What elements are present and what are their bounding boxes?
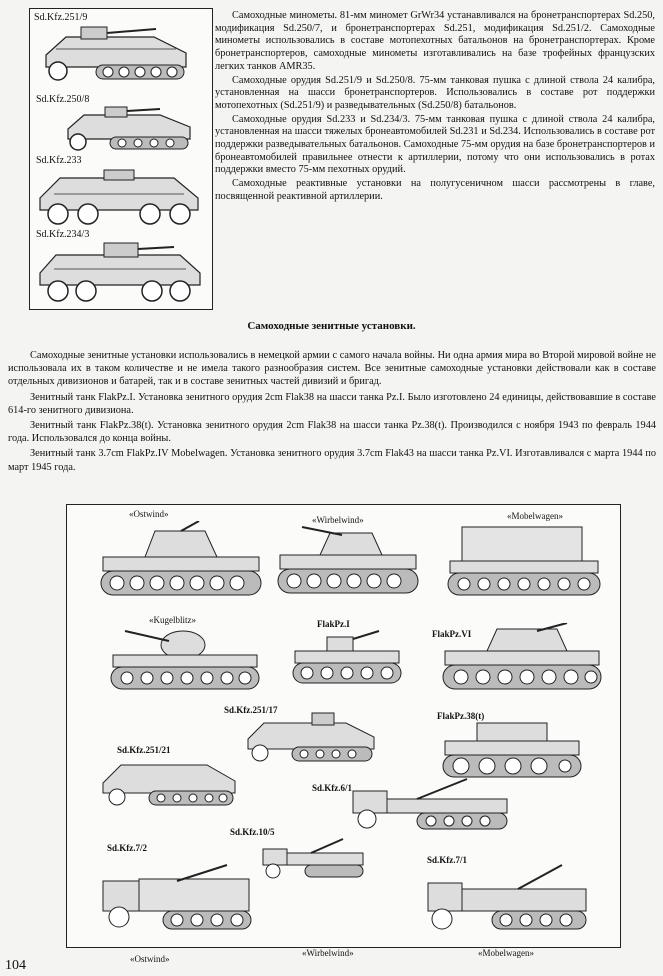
halftrack-drawing xyxy=(97,753,242,813)
vehicle-label: Sd.Kfz.234/3 xyxy=(36,229,90,240)
section-title: Самоходные зенитные установки. xyxy=(247,320,416,332)
anti-aircraft-vehicles-plate xyxy=(66,504,621,948)
page-number: 104 xyxy=(5,958,26,973)
halftrack-drawing xyxy=(60,99,210,153)
vehicle-label: «Kugelblitz» xyxy=(149,615,196,625)
halftrack-drawing xyxy=(422,863,592,937)
vehicle-label: Sd.Kfz.251/17 xyxy=(224,705,278,715)
armored-car-drawing xyxy=(34,164,206,230)
halftrack-drawing xyxy=(97,855,257,935)
paragraph: Самоходные орудия Sd.233 и Sd.234/3. 75-мм танковая пушка с длиной ствола 24 калибра, установленная на шасси тяжелых бронеавтомобилей Sd.231 и Sd.234. Использовались в составе рот поддержки разведывательных батальонов. Самоходные 75-мм орудия на базе бронетранспортеров и бронеавтомобилей правильнее отнести к артиллерии, потому что они использовались в ротах поддержки вместо 75-мм пехотных орудий. xyxy=(215,113,655,176)
vehicle-label: FlakPz.VI xyxy=(432,629,472,639)
vehicle-label: Sd.Kfz.251/9 xyxy=(34,12,88,23)
vehicle-label: Sd.Kfz.251/21 xyxy=(117,745,171,755)
paragraph: Самоходные зенитные установки использовались в немецкой армии с самого начала войны. Ни одна армия мира во Второй мировой войне не использовала их в таком количестве и не имела такого разнообразия систем. Все зенитные самоходные установки действовали как в составе отдельных дивизионов и батарей, так и в составе зенитных частей дивизий и бригад. xyxy=(8,350,656,388)
top-text-block xyxy=(215,10,655,205)
caption: «Mobelwagen» xyxy=(478,948,534,958)
tank-drawing xyxy=(105,623,265,693)
paragraph: Самоходные минометы. 81-мм миномет GrWr34 устанавливался на бронетранспортерах Sd.250, модификация Sd.250/7, и бронетранспортерах Sd.251, модификация Sd.251/2. Самоходные минометы использовались в составе мотопехотных батальонов на бронетранспортерах. Кроме бронетранспортеров, самоходные минометы изготавливались на базе трофейных французских легких танков AMR35. xyxy=(215,10,655,72)
vehicle-label: «Mobelwagen» xyxy=(507,511,563,521)
paragraph: Зенитный танк FlakPz.38(t). Установка зенитного орудия 2cm Flak38 на шасси танка Pz.38(t). Производился с ноября 1943 по февраль 1944 года. Использовался до конца войны. xyxy=(8,420,656,445)
paragraph: Самоходные реактивные установки на полугусеничном шасси рассмотрены в главе, посвященной реактивной артиллерии. xyxy=(215,178,655,202)
vehicle-label: «Wirbelwind» xyxy=(312,515,364,525)
halftrack-drawing xyxy=(242,711,382,769)
armored-car-drawing xyxy=(34,237,206,305)
vehicle-label: Sd.Kfz.6/1 xyxy=(312,783,353,793)
halftrack-drawing xyxy=(347,773,517,837)
paragraph: Самоходные орудия Sd.251/9 и Sd.250/8. 75-мм танковая пушка с длиной ствола 24 калибра, установленная на шасси бронетранспортеров. Использовались в составе рот поддержки мотопехотных (Sd.251/9) и разведывательных (Sd.250/8) батальонов. xyxy=(215,74,655,111)
tank-drawing xyxy=(442,521,607,603)
halftrack-drawing xyxy=(36,23,201,85)
vehicle-label: FlakPz.I xyxy=(317,619,350,629)
caption: «Ostwind» xyxy=(130,954,170,964)
paragraph: Зенитный танк FlakPz.I. Установка зенитного орудия 2cm Flak38 на шасси танка Pz.I. Было изготовлено 24 единицы, действовавшие в составе 614-го зенитного дивизиона. xyxy=(8,391,656,416)
vehicle-label: Sd.Kfz.10/5 xyxy=(230,827,275,837)
vehicle-illustration-box xyxy=(29,8,213,310)
vehicle-label: Sd.Kfz.233 xyxy=(36,155,82,166)
halftrack-drawing xyxy=(257,835,372,885)
vehicle-label: «Ostwind» xyxy=(129,509,169,519)
vehicle-label: Sd.Kfz.7/2 xyxy=(107,843,148,853)
tank-drawing xyxy=(95,521,265,603)
middle-text-block xyxy=(8,349,656,476)
tank-drawing xyxy=(437,719,587,781)
vehicle-label: Sd.Kfz.250/8 xyxy=(36,94,90,105)
vehicle-label: Sd.Kfz.7/1 xyxy=(427,855,468,865)
vehicle-label: FlakPz.38(t) xyxy=(437,711,485,721)
paragraph: Зенитный танк 3.7cm FlakPz.IV Mobelwagen. Установка зенитного орудия 3.7cm Flak43 на шасси танка Pz.VI. Изготавливался с марта 1944 по март 1945 года. xyxy=(8,448,656,473)
tank-drawing xyxy=(287,629,407,691)
tank-drawing xyxy=(437,623,607,695)
caption: «Wirbelwind» xyxy=(302,948,354,958)
tank-drawing xyxy=(272,525,422,603)
